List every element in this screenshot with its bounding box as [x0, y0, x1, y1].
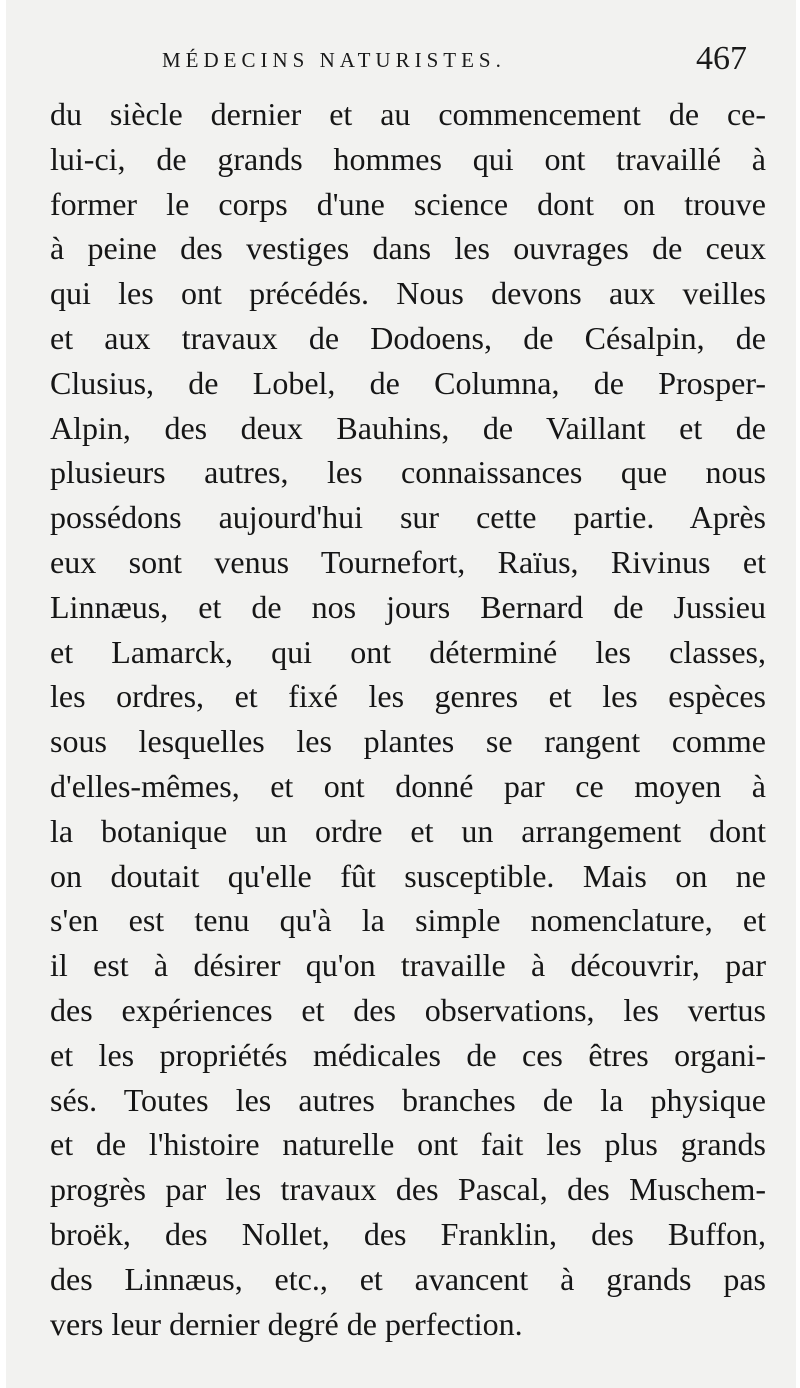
text-line: et les propriétés médicales de ces êtres organi-: [50, 1036, 766, 1073]
text-line: et aux travaux de Dodoens, de Césalpin, de: [50, 319, 766, 356]
text-line: des expériences et des observations, les vertus: [50, 991, 766, 1028]
text-line: possédons aujourd'hui sur cette partie. Après: [50, 499, 766, 536]
body-text: [50, 92, 766, 1346]
text-line: les ordres, et fixé les genres et les espèces: [50, 678, 766, 715]
text-line: du siècle dernier et au commencement de ce-: [50, 96, 766, 132]
text-line: qui les ont précédés. Nous devons aux veilles: [50, 275, 766, 312]
text-line: Clusius, de Lobel, de Columna, de Prosper-: [50, 364, 766, 401]
text-line: Linnæus, et de nos jours Bernard de Jussieu: [50, 588, 766, 625]
text-line: des Linnæus, etc., et avancent à grands pas: [50, 1260, 766, 1297]
running-title: MÉDECINS NATURISTES.: [162, 48, 506, 72]
page-header: [6, 40, 800, 84]
text-line: broëk, des Nollet, des Franklin, des Buffon,: [50, 1215, 766, 1252]
text-line: vers leur dernier degré de perfection.: [50, 1305, 523, 1342]
text-line: plusieurs autres, les connaissances que nous: [50, 454, 766, 491]
page-number: 467: [696, 40, 747, 77]
text-line: Alpin, des deux Bauhins, de Vaillant et de: [50, 409, 766, 446]
text-line: eux sont venus Tournefort, Raïus, Rivinus et: [50, 543, 766, 580]
text-line: d'elles-mêmes, et ont donné par ce moyen à: [50, 767, 766, 804]
text-line: progrès par les travaux des Pascal, des Muschem-: [50, 1171, 766, 1208]
text-line: former le corps d'une science dont on trouve: [50, 185, 766, 222]
text-line: lui-ci, de grands hommes qui ont travaillé à: [50, 140, 766, 177]
text-line: s'en est tenu qu'à la simple nomenclature, et: [50, 902, 766, 939]
text-line: et de l'histoire naturelle ont fait les plus grands: [50, 1126, 766, 1163]
text-line: sous lesquelles les plantes se rangent comme: [50, 723, 766, 760]
text-line: la botanique un ordre et un arrangement dont: [50, 812, 766, 849]
text-line: sés. Toutes les autres branches de la physique: [50, 1081, 766, 1118]
text-line: à peine des vestiges dans les ouvrages de ceux: [50, 230, 766, 267]
text-line: et Lamarck, qui ont déterminé les classes,: [50, 633, 766, 670]
text-line: il est à désirer qu'on travaille à découvrir, par: [50, 947, 766, 984]
text-line: on doutait qu'elle fût susceptible. Mais on ne: [50, 857, 766, 894]
